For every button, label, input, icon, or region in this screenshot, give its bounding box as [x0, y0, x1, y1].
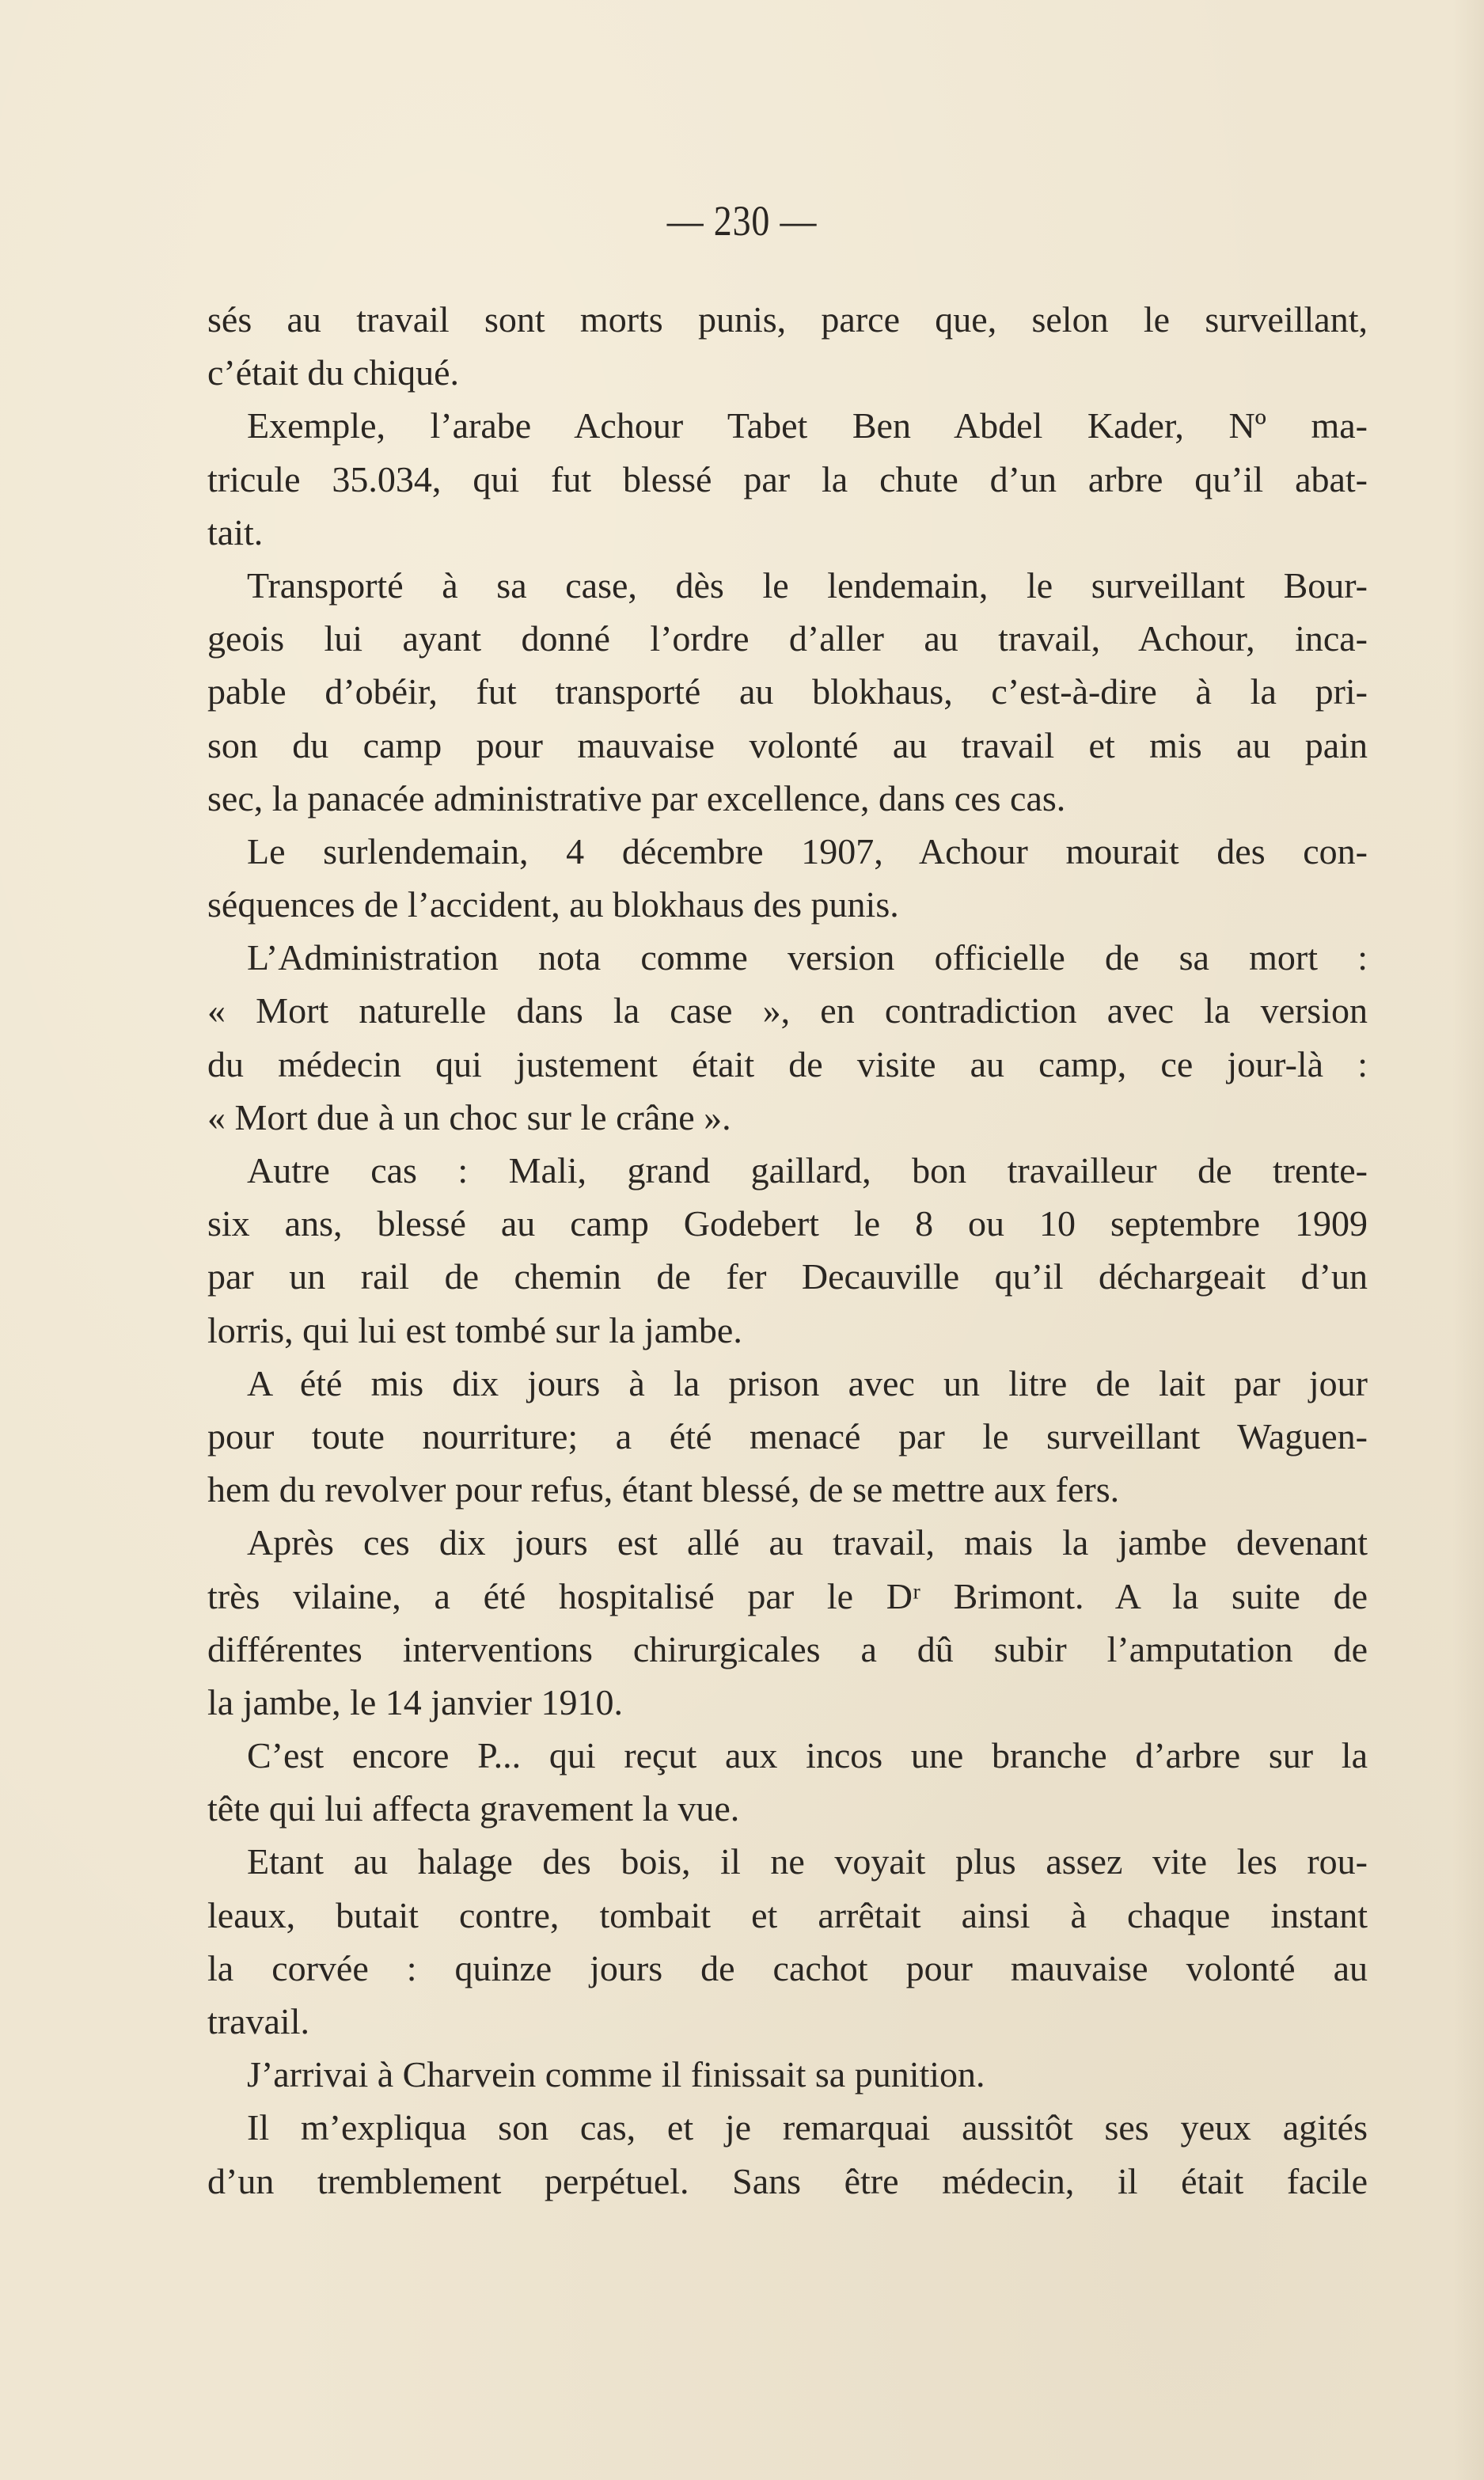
text-line: L’Administration nota comme version officielle de sa mort : — [247, 937, 1368, 978]
text-line: six ans, blessé au camp Godebert le 8 ou 10 septembre 1909 — [207, 1203, 1368, 1244]
text-line: Autre cas : Mali, grand gaillard, bon travailleur de trente- — [247, 1150, 1368, 1191]
text-line: leaux, butait contre, tombait et arrêtait ainsi à chaque instant — [207, 1894, 1368, 1935]
text-line: son du camp pour mauvaise volonté au travail et mis au pain — [207, 724, 1368, 765]
text-line: Il m’expliqua son cas, et je remarquai aussitôt ses yeux agités — [247, 2107, 1368, 2148]
text-line: J’arrivai à Charvein comme il finissait sa punition. — [247, 2054, 985, 2095]
text-line: séquences de l’accident, au blokhaus des punis. — [207, 884, 899, 925]
text-line: sec, la panacée administrative par excellence, dans ces cas. — [207, 777, 1066, 818]
text-line: sés au travail sont morts punis, parce que, selon le surveillant, — [207, 299, 1368, 340]
text-line: tricule 35.034, qui fut blessé par la chute d’un arbre qu’il abat- — [207, 458, 1368, 499]
text-line: « Mort naturelle dans la case », en contradiction avec la version — [207, 990, 1368, 1031]
text-line: Le surlendemain, 4 décembre 1907, Achour mourait des con- — [247, 830, 1368, 872]
text-line: pour toute nourriture; a été menacé par le surveillant Waguen- — [207, 1415, 1368, 1456]
text-line: la jambe, le 14 janvier 1910. — [207, 1681, 624, 1722]
text-line: Transporté à sa case, dès le lendemain, le surveillant Bour- — [247, 564, 1368, 606]
text-line: A été mis dix jours à la prison avec un litre de lait par jour — [247, 1362, 1368, 1403]
page-number: — 230 — — [666, 197, 818, 245]
text-line: Exemple, l’arabe Achour Tabet Ben Abdel Kader, Nº ma- — [247, 405, 1368, 446]
text-line: travail. — [207, 2001, 309, 2041]
text-line: très vilaine, a été hospitalisé par le Dʳ Brimont. A la suite de — [207, 1575, 1368, 1616]
text-line: c’était du chiqué. — [207, 352, 460, 393]
text-line: Après ces dix jours est allé au travail, mais la jambe devenant — [247, 1522, 1368, 1563]
text-line: par un rail de chemin de fer Decauville qu’il déchargeait d’un — [207, 1256, 1368, 1297]
body-text — [207, 293, 1368, 2208]
text-line: pable d’obéir, fut transporté au blokhaus, c’est-à-dire à la pri- — [207, 671, 1368, 712]
text-line: lorris, qui lui est tombé sur la jambe. — [207, 1309, 742, 1350]
text-line: tait. — [207, 511, 264, 553]
text-line: hem du revolver pour refus, étant blessé, de se mettre aux fers. — [207, 1469, 1120, 1510]
text-line: d’un tremblement perpétuel. Sans être médecin, il était facile — [207, 2160, 1368, 2201]
text-line: C’est encore P... qui reçut aux incos une branche d’arbre sur la — [247, 1735, 1368, 1776]
text-line: Etant au halage des bois, il ne voyait plus assez vite les rou- — [247, 1841, 1368, 1882]
text-line: du médecin qui justement était de visite au camp, ce jour-là : — [207, 1043, 1368, 1084]
page-edge-shadow — [1452, 0, 1484, 2480]
text-line: tête qui lui affecta gravement la vue. — [207, 1788, 740, 1829]
text-line: la corvée : quinze jours de cachot pour mauvaise volonté au — [207, 1947, 1368, 1988]
text-line: « Mort due à un choc sur le crâne ». — [207, 1096, 731, 1137]
text-line: différentes interventions chirurgicales a dû subir l’amputation de — [207, 1628, 1368, 1669]
text-line: geois lui ayant donné l’ordre d’aller au travail, Achour, inca- — [207, 618, 1368, 659]
